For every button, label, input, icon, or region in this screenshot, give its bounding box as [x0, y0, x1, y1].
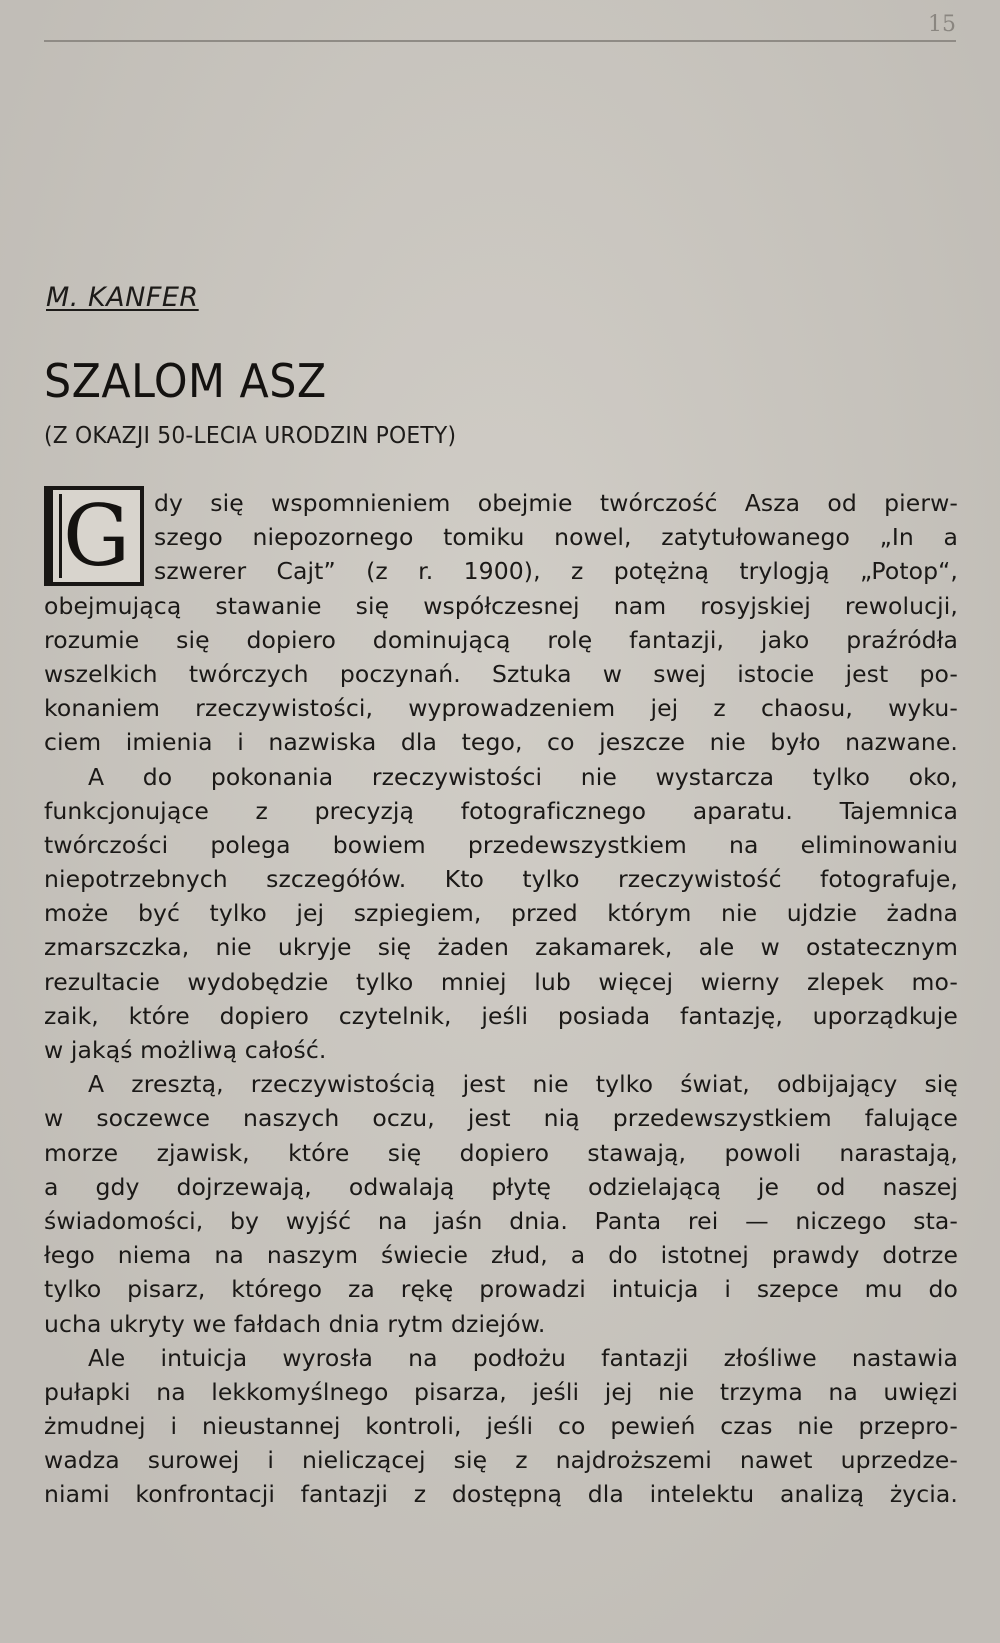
- body-line: zaik, które dopiero czytelnik, jeśli posiada fantazję, uporządkuje: [44, 1001, 958, 1030]
- body-line: świadomości, by wyjść na jaśn dnia. Panta rei — niczego sta-: [44, 1206, 958, 1235]
- body-line: szwerer Cajt” (z r. 1900), z potężną trylogją „Potop“,: [154, 557, 958, 586]
- body-line: morze zjawisk, które się dopiero stawają, powoli narastają,: [44, 1138, 958, 1167]
- body-line: dy się wspomnieniem obejmie twórczość Asza od pierw-: [154, 489, 958, 517]
- body-line: pułapki na lekkomyślnego pisarza, jeśli jej nie trzyma na uwięzi: [44, 1377, 958, 1406]
- body-line: A do pokonania rzeczywistości nie wystarcza tylko oko,: [88, 762, 958, 791]
- body-line: niami konfrontacji fantazji z dostępną dla intelektu analizą życia.: [44, 1480, 958, 1509]
- body-line: żmudnej i nieustannej kontroli, jeśli co pewień czas nie przepro-: [44, 1412, 958, 1441]
- body-line: A zresztą, rzeczywistością jest nie tylko świat, odbijający się: [88, 1070, 958, 1099]
- body-line: niepotrzebnych szczegółów. Kto tylko rzeczywistość fotografuje,: [44, 865, 958, 894]
- body-line: łego niema na naszym świecie złud, a do istotnej prawdy dotrze: [44, 1241, 958, 1270]
- body-line: wadza surowej i nieliczącej się z najdroższemi nawet uprzedze-: [44, 1446, 958, 1475]
- body-line: twórczości polega bowiem przedewszystkiem na eliminowaniu: [44, 830, 958, 859]
- body-line: w jakąś możliwą całość.: [44, 1036, 327, 1064]
- page-number: 15: [928, 12, 956, 37]
- body-line: w soczewce naszych oczu, jest nią przedewszystkiem falujące: [44, 1104, 958, 1133]
- body-line: funkcjonujące z precyzją fotograficznego aparatu. Tajemnica: [44, 796, 958, 825]
- body-line: rezultacie wydobędzie tylko mniej lub więcej wierny zlepek mo-: [44, 967, 958, 996]
- body-line: a gdy dojrzewają, odwalają płytę odzielającą je od naszej: [44, 1172, 958, 1201]
- body-line: ucha ukryty we fałdach dnia rytm dziejów.: [44, 1309, 546, 1338]
- article-body: [44, 486, 958, 1512]
- body-line: konaniem rzeczywistości, wyprowadzeniem jej z chaosu, wyku-: [44, 694, 958, 723]
- body-line: rozumie się dopiero dominującą rolę fantazji, jako praźródła: [44, 625, 958, 654]
- body-line: szego niepozornego tomiku nowel, zatytułowanego „In a: [154, 523, 958, 552]
- drop-cap: G: [44, 486, 144, 586]
- body-line: Ale intuicja wyrosła na podłożu fantazji złośliwe nastawia: [88, 1343, 958, 1372]
- body-line: może być tylko jej szpiegiem, przed którym nie ujdzie żadna: [44, 899, 958, 928]
- body-line: tylko pisarz, którego za rękę prowadzi intuicja i szepce mu do: [44, 1275, 958, 1304]
- body-line: zmarszczka, nie ukryje się żaden zakamarek, ale w ostatecznym: [44, 933, 958, 962]
- article-subtitle: (Z OKAZJI 50-LECIA URODZIN POETY): [44, 423, 457, 449]
- article-author: M. KANFER: [46, 282, 199, 313]
- body-line: wszelkich twórczych poczynań. Sztuka w swej istocie jest po-: [44, 659, 958, 688]
- body-line: obejmującą stawanie się współczesnej nam rosyjskiej rewolucji,: [44, 591, 958, 620]
- body-line: ciem imienia i nazwiska dla tego, co jeszcze nie było nazwane.: [44, 728, 958, 757]
- header-rule: [44, 40, 956, 42]
- article-title: SZALOM ASZ: [44, 354, 327, 408]
